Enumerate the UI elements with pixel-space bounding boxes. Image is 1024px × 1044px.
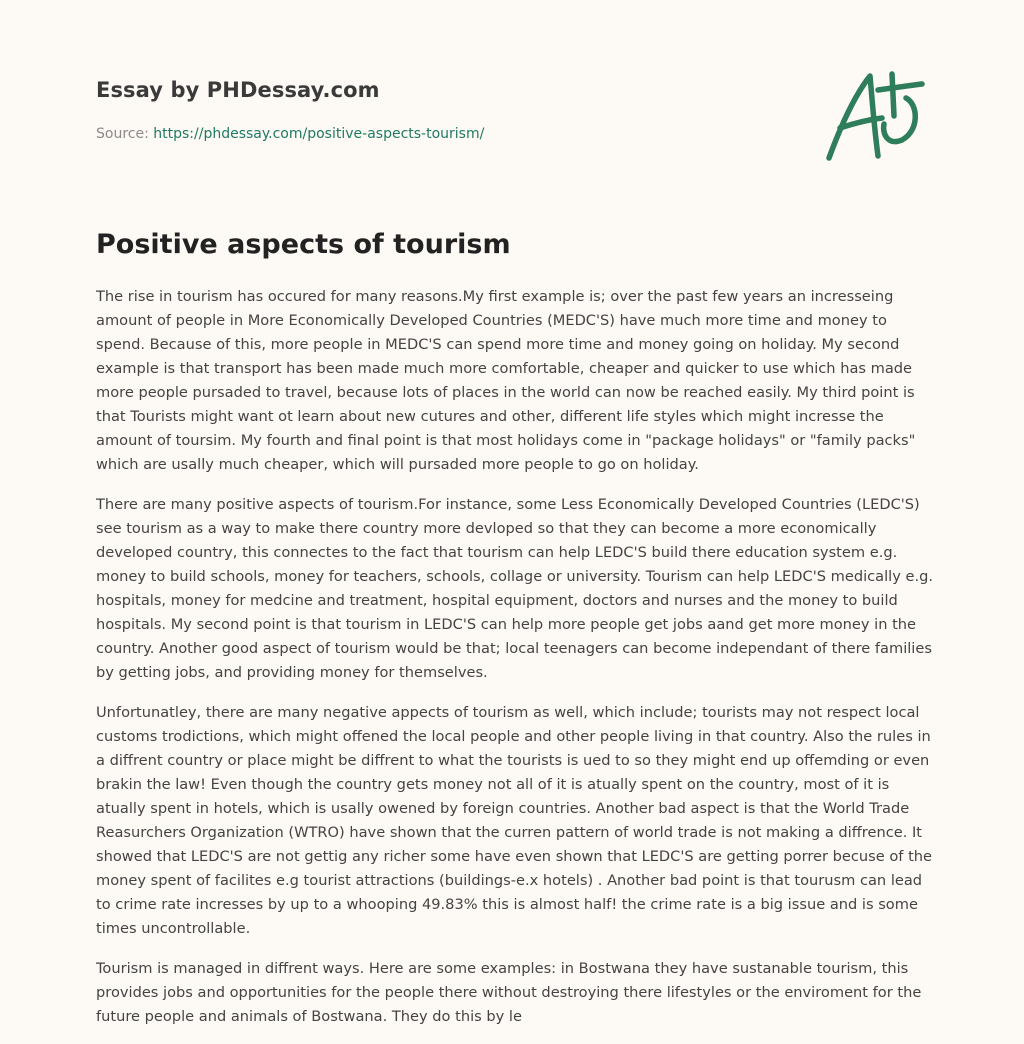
site-brand: Essay by PHDessay.com <box>96 78 380 102</box>
essay-paragraph-1: The rise in tourism has occured for many reasons.My first example is; over the past few years an incresseing amount of people in More Economically Developed Countries (MEDC'S) have much more time and money to spend. Because of this, more people in MEDC'S can spend more time and money going on holiday. My second example is that transport has been made much more comfortable, cheaper and quicker to use which has made more people pursaded to travel, because lots of places in the world can now be reached easily. My third point is that Tourists might want ot learn about new cutures and other, different life styles which might incresse the amount of toursim. My fourth and final point is that most holidays come in "package holidays" or "family packs" which are usally much cheaper, which will pursaded more people to go on holiday. <box>96 288 916 473</box>
essay-paragraph-2: There are many positive aspects of tourism.For instance, some Less Economically Developed Countries (LEDC'S) see tourism as a way to make there country more devloped so that they can become a more economically developed country, this connectes to the fact that tourism can help LEDC'S build there education system e.g. money to build schools, money for teachers, schools, collage or university. Tourism can help LEDC'S medically e.g. hospitals, money for medcine and treatment, hospital equipment, doctors and nurses and the money to build hospitals. My second point is that tourism in LEDC'S can help more people get jobs aand get more money in the country. Another good aspect of tourism would be that; local teenagers can become independant of there families by getting jobs, and providing money for themselves. <box>96 496 934 681</box>
essay-title: Positive aspects of tourism <box>96 229 511 260</box>
source-label: Source: <box>96 126 149 142</box>
essay-body <box>96 285 936 1037</box>
source-link[interactable]: https://phdessay.com/positive-aspects-tourism/ <box>153 126 485 142</box>
a-plus-grade-icon <box>822 68 926 164</box>
site-header <box>96 76 796 142</box>
essay-paragraph-4: Tourism is managed in diffrent ways. Here are some examples: in Bostwana they have sustanable tourism, this provides jobs and opportunities for the people there without destroying there lifestyles or the enviroment for the future people and animals of Bostwana. They do this by le <box>96 960 922 1025</box>
essay-paragraph-3: Unfortunatley, there are many negative appects of tourism as well, which include; tourists may not respect local customs trodictions, which might offened the local people and other people living in that country. Also the rules in a diffrent country or place might be diffrent to what the tourists is ued to so they might end up offemding or even brakin the law! Even though the country gets money not all of it is atually spent on the country, most of it is atually spent in hotels, which is usally owened by foreign countries. Another bad aspect is that the World Trade Reasurchers Organization (WTRO) have shown that the curren pattern of world trade is not making a diffrence. It showed that LEDC'S are not gettig any richer some have even shown that LEDC'S are getting porrer becuse of the money spent of facilites e.g tourist attractions (buildings-e.x hotels) . Another bad point is that tourusm can lead to crime rate incresses by up to a whooping 49.83% this is almost half! the crime rate is a big issue and is some times uncontrollable. <box>96 704 933 937</box>
source-line <box>96 124 484 144</box>
